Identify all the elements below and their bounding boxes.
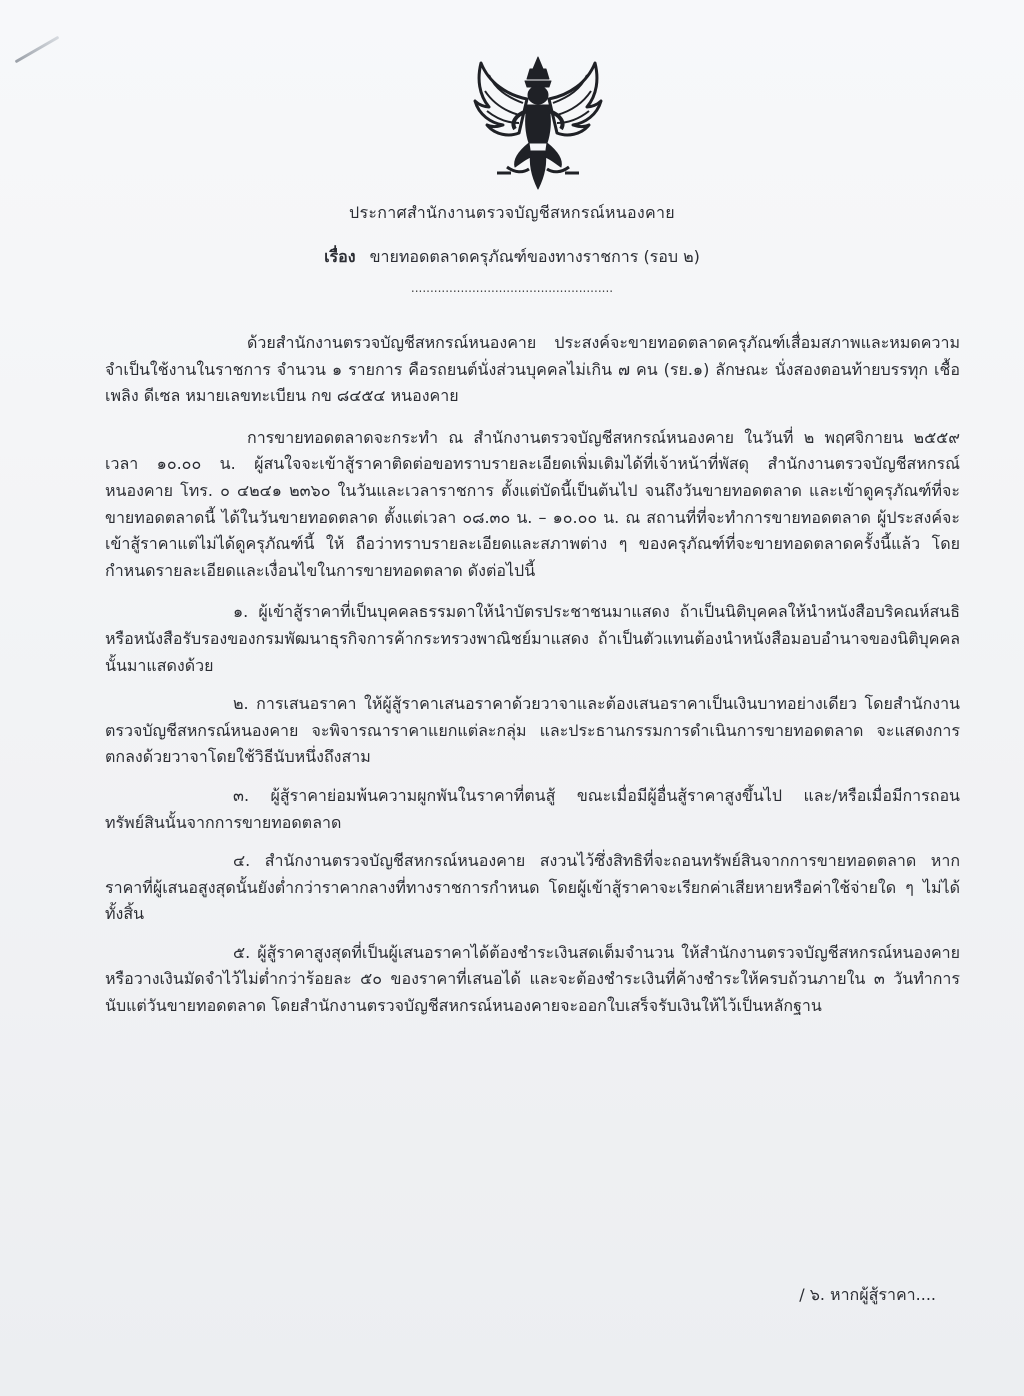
subject-line — [0, 245, 1024, 270]
condition-item-2: ๒. การเสนอราคา ให้ผู้สู้ราคาเสนอราคาด้วยวาจาและต้องเสนอราคาเป็นเงินบาทอย่างเดียว โดยสำนักงานตรวจบัญชีสหกรณ์หนองคาย จะพิจารณาราคาแยกแต่ละกลุ่ม และประธานกรรมการดำเนินการขายทอดตลาด จะแสดงการตกลงด้วยวาจาโดยใช้วิธีนับหนึ่งถึงสาม — [105, 694, 960, 767]
condition-item-5: ๕. ผู้สู้ราคาสูงสุดที่เป็นผู้เสนอราคาได้ต้องชำระเงินสดเต็มจำนวน ให้สำนักงานตรวจบัญชีสหกรณ์หนองคาย หรือวางเงินมัดจำไว้ไม่ต่ำกว่าร้อยละ ๕๐ ของราคาที่เสนอได้ และจะต้องชำระเงินที่ค้างชำระให้ครบถ้วนภายใน ๓ วันทำการนับแต่วันขายทอดตลาด โดยสำนักงานตรวจบัญชีสหกรณ์หนองคายจะออกใบเสร็จรับเงินให้ไว้เป็นหลักฐาน — [105, 942, 960, 1016]
condition-item-4: ๔. สำนักงานตรวจบัญชีสหกรณ์หนองคาย สงวนไว้ซึ่งสิทธิที่จะถอนทรัพย์สินจากการขายทอดตลาด หากราคาที่ผู้เสนอสูงสุดนั้นยังต่ำกว่าราคากลางที่ทางราชการกำหนด โดยผู้เข้าสู้ราคาจะเรียกค่าเสียหายหรือค่าใช้จ่ายใด ๆ ไม่ได้ทั้งสิ้น — [105, 851, 960, 924]
announcement-title: ประกาศสำนักงานตรวจบัญชีสหกรณ์หนองคาย — [349, 203, 675, 222]
subject-label: เรื่อง — [324, 247, 356, 266]
staple-mark — [15, 36, 60, 64]
intro-paragraph: ด้วยสำนักงานตรวจบัญชีสหกรณ์หนองคาย ประสงค์จะขายทอดตลาดครุภัณฑ์เสื่อมสภาพและหมดความจำเป็นใช้งานในราชการ จำนวน ๑ รายการ คือรถยนต์นั่งส่วนบุคคลไม่เกิน ๗ คน (รย.๑) ลักษณะ นั่งสองตอนท้ายบรรทุก เชื้อเพลิง ดีเซล หมายเลขทะเบียน กข ๘๔๕๔ หนองคาย — [105, 333, 960, 406]
subject-text: ขายทอดตลาดครุภัณฑ์ของทางราชการ (รอบ ๒) — [369, 247, 700, 266]
condition-item-3: ๓. ผู้สู้ราคาย่อมพ้นความผูกพันในราคาที่ตนสู้ ขณะเมื่อมีผู้อื่นสู้ราคาสูงขึ้นไป และ/หรือเมื่อมีการถอนทรัพย์สินนั้นจากการขายทอดตลาด — [105, 785, 960, 832]
continuation-note: / ๖. หากผู้สู้ราคา.... — [799, 1285, 936, 1304]
auction-details-paragraph: การขายทอดตลาดจะกระทำ ณ สำนักงานตรวจบัญชีสหกรณ์หนองคาย ในวันที่ ๒ พฤศจิกายน ๒๕๕๙ เวลา ๑๐.๐๐ น. ผู้สนใจจะเข้าสู้ราคาติดต่อขอทราบรายละเอียดเพิ่มเติมได้ที่เจ้าหน้าที่พัสดุ สำนักงานตรวจบัญชีสหกรณ์หนองคาย โทร. ๐ ๔๒๔๑ ๒๓๖๐ ในวันและเวลาราชการ ตั้งแต่บัดนี้เป็นต้นไป จนถึงวันขายทอดตลาด และเข้าดูครุภัณฑ์ที่จะขายทอดตลาดนี้ ได้ในวันขายทอดตลาด ตั้งแต่เวลา ๐๘.๓๐ น. – ๑๐.๐๐ น. ณ สถานที่ที่จะทำการขายทอดตลาด ผู้ประสงค์จะเข้าสู้ราคาแต่ไม่ได้ดูครุภัณฑ์นี้ ให้ ถือว่าทราบรายละเอียดและสภาพต่าง ๆ ของครุภัณฑ์ที่จะขายทอดตลาดครั้งนี้แล้ว โดยกำหนดรายละเอียดและเงื่อนไขในการขายทอดตลาด ดังต่อไปนี้ — [105, 427, 960, 580]
condition-item-1: ๑. ผู้เข้าสู้ราคาที่เป็นบุคคลธรรมดาให้นำบัตรประชาชนมาแสดง ถ้าเป็นนิติบุคคลให้นำหนังสือบริคณห์สนธิ หรือหนังสือรับรองของกรมพัฒนาธุรกิจการค้ากระทรวงพาณิชย์มาแสดง ถ้าเป็นตัวแทนต้องนำหนังสือมอบอำนาจของนิติบุคคลนั้นมาแสดงด้วย — [105, 602, 960, 675]
document-body — [105, 330, 960, 1032]
garuda-emblem-icon — [467, 55, 609, 195]
title-separator: ..................................................... — [410, 281, 614, 295]
